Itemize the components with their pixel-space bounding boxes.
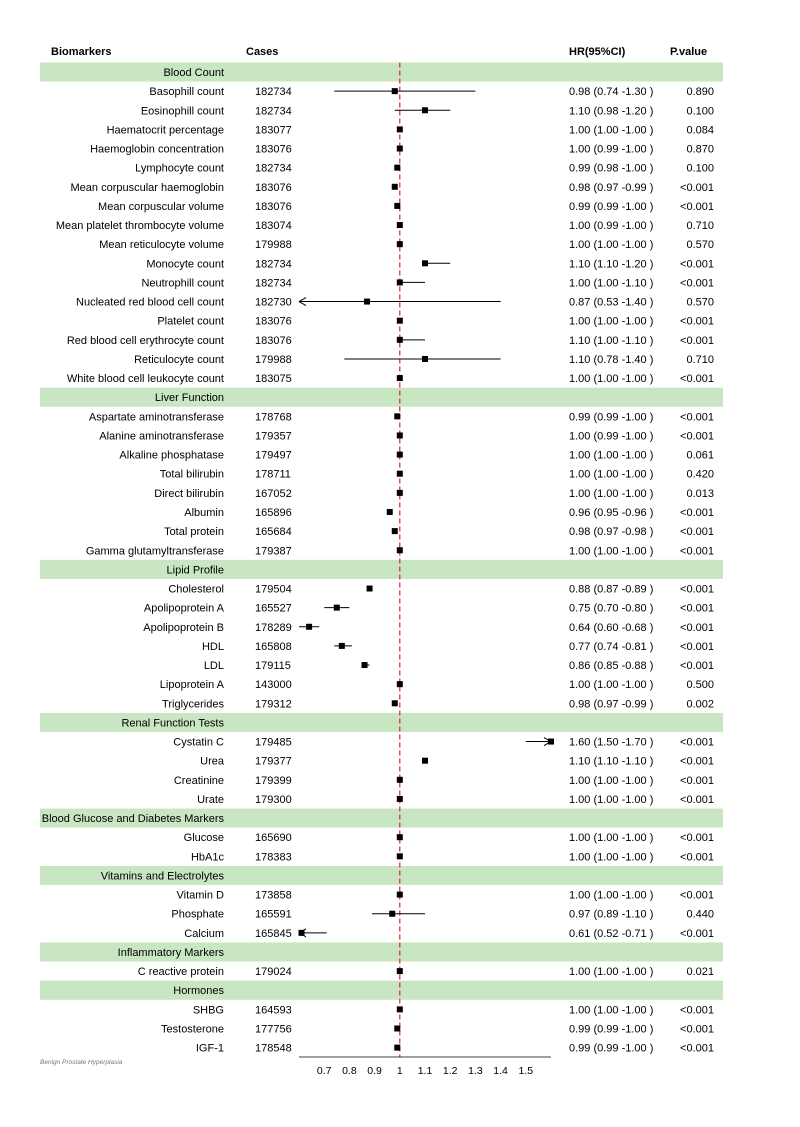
hr-ci-value: 1.00 (1.00 -1.00 ) (569, 449, 654, 462)
cases-value: 179399 (255, 774, 292, 787)
cases-value: 183074 (255, 220, 292, 233)
point-estimate (397, 681, 403, 687)
p-value: <0.001 (680, 545, 714, 558)
section-title: Hormones (173, 985, 224, 998)
point-estimate (397, 471, 403, 477)
point-estimate (334, 605, 340, 611)
point-estimate (394, 1026, 400, 1032)
hr-ci-value: 1.00 (1.00 -1.00 ) (569, 315, 654, 328)
cases-value: 179504 (255, 583, 292, 596)
point-estimate (394, 165, 400, 171)
point-estimate (397, 452, 403, 458)
cases-value: 183075 (255, 373, 292, 386)
section-title: Lipid Profile (166, 564, 224, 577)
cases-value: 183076 (255, 334, 292, 347)
cases-value: 179312 (255, 698, 292, 711)
cases-value: 173858 (255, 889, 292, 902)
cases-value: 179024 (255, 966, 292, 979)
cases-value: 165684 (255, 526, 292, 539)
hr-ci-value: 0.87 (0.53 -1.40 ) (569, 296, 654, 309)
p-value: 0.570 (686, 239, 714, 252)
cases-value: 165527 (255, 602, 292, 615)
hr-ci-value: 0.98 (0.97 -0.98 ) (569, 526, 654, 539)
p-value: <0.001 (680, 621, 714, 634)
x-tick-label: 0.9 (367, 1065, 382, 1077)
cases-value: 179497 (255, 449, 292, 462)
hr-ci-value: 0.61 (0.52 -0.71 ) (569, 927, 654, 940)
biomarker-label: LDL (203, 660, 224, 673)
section-title: Vitamins and Electrolytes (100, 870, 224, 883)
point-estimate (397, 796, 403, 802)
x-tick-label: 1.3 (468, 1065, 483, 1077)
section-band (40, 63, 723, 82)
section-band (40, 560, 723, 579)
cases-value: 183076 (255, 143, 292, 156)
cases-value: 178768 (255, 411, 292, 424)
cases-value: 178548 (255, 1042, 292, 1055)
point-estimate (422, 107, 428, 113)
biomarker-label: Lymphocyte count (135, 162, 224, 175)
p-value: <0.001 (680, 851, 714, 864)
hr-ci-value: 1.00 (1.00 -1.00 ) (569, 774, 654, 787)
cases-value: 182734 (255, 162, 292, 175)
point-estimate (367, 586, 373, 592)
biomarker-label: Platelet count (157, 315, 224, 328)
cases-value: 182734 (255, 258, 292, 271)
p-value: <0.001 (680, 755, 714, 768)
hr-ci-value: 0.64 (0.60 -0.68 ) (569, 621, 654, 634)
biomarker-label: Basophill count (149, 86, 224, 99)
point-estimate (392, 184, 398, 190)
hr-ci-value: 1.00 (1.00 -1.00 ) (569, 487, 654, 500)
hr-ci-value: 0.99 (0.99 -1.00 ) (569, 200, 654, 213)
p-value: <0.001 (680, 258, 714, 271)
biomarker-label: Calcium (184, 927, 224, 940)
biomarker-label: HDL (201, 640, 224, 653)
section-band (40, 388, 723, 407)
cases-value: 183076 (255, 315, 292, 328)
x-tick-label: 0.7 (316, 1065, 332, 1077)
hr-ci-value: 1.00 (1.00 -1.00 ) (569, 124, 654, 137)
cases-value: 177756 (255, 1023, 292, 1036)
biomarker-label: Alkaline phosphatase (119, 449, 224, 462)
cases-value: 179377 (255, 755, 292, 768)
p-value: <0.001 (680, 506, 714, 519)
p-value: 0.100 (686, 105, 714, 118)
hr-ci-value: 0.97 (0.89 -1.10 ) (569, 908, 654, 921)
hr-ci-value: 1.00 (1.00 -1.00 ) (569, 832, 654, 845)
cases-value: 165896 (255, 506, 292, 519)
point-estimate (422, 758, 428, 764)
header-hr: HR(95%CI) (569, 46, 626, 58)
biomarker-label: Reticulocyte count (134, 353, 224, 366)
cases-value: 179988 (255, 353, 292, 366)
point-estimate (397, 892, 403, 898)
x-tick-label: 1 (396, 1065, 403, 1077)
point-estimate (397, 337, 403, 343)
biomarker-label: Vitamin D (176, 889, 224, 902)
hr-ci-value: 0.98 (0.97 -0.99 ) (569, 698, 654, 711)
cases-value: 182734 (255, 86, 292, 99)
biomarker-label: Cholesterol (168, 583, 224, 596)
hr-ci-value: 1.10 (0.98 -1.20 ) (569, 105, 654, 118)
point-estimate (299, 930, 305, 936)
x-tick-label: 1.5 (518, 1065, 534, 1077)
p-value: <0.001 (680, 334, 714, 347)
x-tick-label: 0.8 (342, 1065, 357, 1077)
p-value: <0.001 (680, 200, 714, 213)
p-value: <0.001 (680, 602, 714, 615)
p-value: 0.890 (686, 86, 714, 99)
point-estimate (548, 739, 554, 745)
section-title: Blood Glucose and Diabetes Markers (41, 813, 224, 826)
cases-value: 182734 (255, 105, 292, 118)
footnote: Benign Prostate Hyperplasia (40, 1059, 123, 1066)
x-tick-label: 1.4 (493, 1065, 508, 1077)
point-estimate (394, 203, 400, 209)
biomarker-label: Albumin (184, 506, 224, 519)
biomarker-label: HbA1c (190, 851, 224, 864)
section-title: Liver Function (154, 392, 224, 405)
hr-ci-value: 1.00 (1.00 -1.00 ) (569, 966, 654, 979)
point-estimate (397, 834, 403, 840)
biomarker-label: Phosphate (171, 908, 224, 921)
cases-value: 183076 (255, 200, 292, 213)
point-estimate (394, 413, 400, 419)
hr-ci-value: 1.00 (1.00 -1.00 ) (569, 679, 654, 692)
hr-ci-value: 1.10 (0.78 -1.40 ) (569, 353, 654, 366)
p-value: 0.013 (686, 487, 714, 500)
biomarker-label: Alanine aminotransferase (99, 430, 224, 443)
biomarker-label: Urea (200, 755, 224, 768)
biomarker-label: Neutrophill count (141, 277, 224, 290)
p-value: <0.001 (680, 889, 714, 902)
hr-ci-value: 1.10 (1.00 -1.10 ) (569, 334, 654, 347)
point-estimate (397, 777, 403, 783)
cases-value: 165591 (255, 908, 292, 921)
hr-ci-value: 0.96 (0.95 -0.96 ) (569, 506, 654, 519)
point-estimate (392, 528, 398, 534)
biomarker-label: Lipoprotein A (159, 679, 224, 692)
point-estimate (389, 911, 395, 917)
biomarker-label: SHBG (192, 1004, 224, 1017)
point-estimate (397, 432, 403, 438)
biomarker-label: Mean platelet thrombocyte volume (55, 220, 224, 233)
cases-value: 165808 (255, 640, 292, 653)
biomarker-label: Haematocrit percentage (106, 124, 224, 137)
biomarker-label: Total bilirubin (159, 468, 224, 481)
point-estimate (422, 260, 428, 266)
biomarker-label: Urate (197, 793, 224, 806)
biomarker-label: Haemoglobin concentration (90, 143, 224, 156)
hr-ci-value: 0.99 (0.99 -1.00 ) (569, 1023, 654, 1036)
p-value: <0.001 (680, 1042, 714, 1055)
p-value: <0.001 (680, 277, 714, 290)
biomarker-label: Cystatin C (173, 736, 224, 749)
point-estimate (397, 279, 403, 285)
biomarker-label: Nucleated red blood cell count (76, 296, 224, 309)
hr-ci-value: 0.99 (0.99 -1.00 ) (569, 1042, 654, 1055)
p-value: <0.001 (680, 411, 714, 424)
hr-ci-value: 1.00 (1.00 -1.00 ) (569, 545, 654, 558)
point-estimate (392, 88, 398, 94)
point-estimate (306, 624, 312, 630)
point-estimate (397, 968, 403, 974)
cases-value: 179485 (255, 736, 292, 749)
cases-value: 178711 (255, 468, 291, 481)
hr-ci-value: 1.60 (1.50 -1.70 ) (569, 736, 654, 749)
p-value: <0.001 (680, 373, 714, 386)
p-value: 0.710 (686, 220, 714, 233)
cases-value: 179988 (255, 239, 292, 252)
cases-value: 179300 (255, 793, 292, 806)
hr-ci-value: 1.00 (1.00 -1.00 ) (569, 1004, 654, 1017)
hr-ci-value: 1.00 (1.00 -1.00 ) (569, 889, 654, 902)
p-value: 0.084 (686, 124, 714, 137)
biomarker-label: Mean corpuscular haemoglobin (70, 181, 224, 194)
p-value: <0.001 (680, 793, 714, 806)
header-cases: Cases (246, 46, 279, 58)
point-estimate (397, 318, 403, 324)
cases-value: 179357 (255, 430, 292, 443)
point-estimate (397, 241, 403, 247)
biomarker-label: Apolipoprotein B (143, 621, 224, 634)
point-estimate (387, 509, 393, 515)
point-estimate (397, 375, 403, 381)
biomarker-label: Gamma glutamyltransferase (85, 545, 224, 558)
hr-ci-value: 1.00 (0.99 -1.00 ) (569, 430, 654, 443)
biomarker-label: Apolipoprotein A (143, 602, 224, 615)
p-value: <0.001 (680, 927, 714, 940)
biomarker-label: Mean reticulocyte volume (99, 239, 224, 252)
cases-value: 183077 (255, 124, 292, 137)
p-value: 0.002 (686, 698, 714, 711)
point-estimate (364, 299, 370, 305)
section-title: Renal Function Tests (121, 717, 224, 730)
biomarker-label: Creatinine (173, 774, 224, 787)
hr-ci-value: 1.00 (0.99 -1.00 ) (569, 143, 654, 156)
cases-value: 143000 (255, 679, 292, 692)
hr-ci-value: 0.77 (0.74 -0.81 ) (569, 640, 654, 653)
biomarker-label: IGF-1 (195, 1042, 224, 1055)
p-value: <0.001 (680, 1004, 714, 1017)
point-estimate (397, 222, 403, 228)
cases-value: 182730 (255, 296, 292, 309)
cases-value: 178383 (255, 851, 292, 864)
p-value: 0.710 (686, 353, 714, 366)
biomarker-label: White blood cell leukocyte count (66, 373, 224, 386)
point-estimate (397, 853, 403, 859)
hr-ci-value: 0.98 (0.97 -0.99 ) (569, 181, 654, 194)
point-estimate (422, 356, 428, 362)
cases-value: 178289 (255, 621, 292, 634)
p-value: 0.500 (686, 679, 714, 692)
header-pvalue: P.value (670, 46, 708, 58)
biomarker-label: Glucose (183, 832, 224, 845)
hr-ci-value: 0.99 (0.99 -1.00 ) (569, 411, 654, 424)
x-tick-label: 1.1 (417, 1065, 433, 1077)
point-estimate (397, 126, 403, 132)
p-value: <0.001 (680, 736, 714, 749)
hr-ci-value: 1.00 (1.00 -1.00 ) (569, 851, 654, 864)
p-value: <0.001 (680, 832, 714, 845)
section-title: Blood Count (163, 67, 224, 79)
p-value: <0.001 (680, 1023, 714, 1036)
p-value: 0.061 (686, 449, 714, 462)
section-band (40, 981, 723, 1000)
point-estimate (397, 1006, 403, 1012)
p-value: 0.100 (686, 162, 714, 175)
hr-ci-value: 1.10 (1.10 -1.10 ) (569, 755, 654, 768)
hr-ci-value: 1.00 (1.00 -1.00 ) (569, 793, 654, 806)
hr-ci-value: 0.88 (0.87 -0.89 ) (569, 583, 654, 596)
p-value: <0.001 (680, 583, 714, 596)
hr-ci-value: 1.00 (0.99 -1.00 ) (569, 220, 654, 233)
biomarker-label: Total protein (164, 526, 224, 539)
x-tick-label: 1.2 (442, 1065, 458, 1077)
p-value: 0.570 (686, 296, 714, 309)
hr-ci-value: 1.00 (1.00 -1.00 ) (569, 468, 654, 481)
biomarker-label: Mean corpuscular volume (98, 200, 224, 213)
biomarker-label: Monocyte count (146, 258, 224, 271)
hr-ci-value: 1.00 (1.00 -1.00 ) (569, 373, 654, 386)
cases-value: 183076 (255, 181, 292, 194)
point-estimate (394, 1045, 400, 1051)
p-value: <0.001 (680, 640, 714, 653)
p-value: <0.001 (680, 526, 714, 539)
point-estimate (397, 146, 403, 152)
biomarker-label: Red blood cell erythrocyte count (66, 334, 224, 347)
biomarker-label: Eosinophill count (140, 105, 224, 118)
point-estimate (392, 700, 398, 706)
cases-value: 165690 (255, 832, 292, 845)
biomarker-label: Aspartate aminotransferase (88, 411, 224, 424)
hr-ci-value: 0.75 (0.70 -0.80 ) (569, 602, 654, 615)
hr-ci-value: 0.86 (0.85 -0.88 ) (569, 660, 654, 673)
p-value: <0.001 (680, 774, 714, 787)
cases-value: 165845 (255, 927, 292, 940)
point-estimate (397, 490, 403, 496)
cases-value: 167052 (255, 487, 292, 500)
p-value: 0.440 (686, 908, 714, 921)
hr-ci-value: 1.10 (1.10 -1.20 ) (569, 258, 654, 271)
biomarker-label: C reactive protein (137, 966, 224, 979)
p-value: 0.420 (686, 468, 714, 481)
biomarker-label: Triglycerides (162, 698, 224, 711)
p-value: <0.001 (680, 315, 714, 328)
point-estimate (397, 547, 403, 553)
cases-value: 164593 (255, 1004, 292, 1017)
point-estimate (339, 643, 345, 649)
p-value: <0.001 (680, 660, 714, 673)
p-value: <0.001 (680, 181, 714, 194)
hr-ci-value: 0.98 (0.74 -1.30 ) (569, 86, 654, 99)
section-title: Inflammatory Markers (117, 946, 224, 959)
hr-ci-value: 0.99 (0.98 -1.00 ) (569, 162, 654, 175)
biomarker-label: Testosterone (161, 1023, 224, 1036)
p-value: <0.001 (680, 430, 714, 443)
cases-value: 182734 (255, 277, 292, 290)
cases-value: 179115 (255, 660, 291, 673)
cases-value: 179387 (255, 545, 292, 558)
hr-ci-value: 1.00 (1.00 -1.10 ) (569, 277, 654, 290)
point-estimate (362, 662, 368, 668)
hr-ci-value: 1.00 (1.00 -1.00 ) (569, 239, 654, 252)
p-value: 0.870 (686, 143, 714, 156)
header-biomarkers: Biomarkers (51, 46, 112, 58)
p-value: 0.021 (686, 966, 714, 979)
biomarker-label: Direct bilirubin (154, 487, 224, 500)
